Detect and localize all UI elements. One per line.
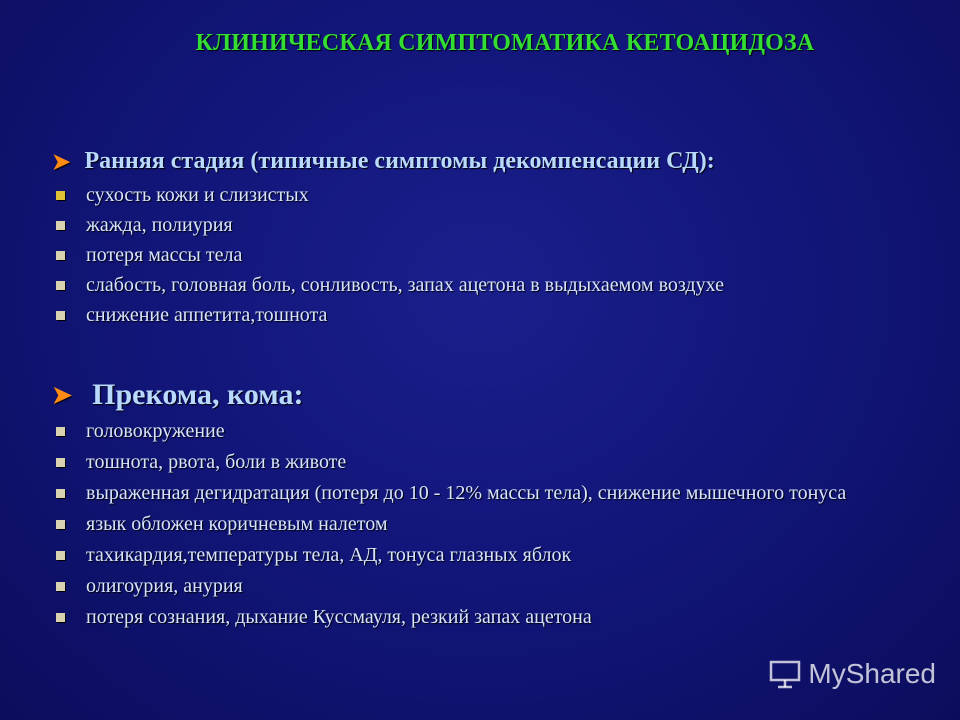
arrow-right-icon: ➤ bbox=[52, 382, 73, 409]
list-item-text: сухость кожи и слизистых bbox=[86, 184, 309, 206]
square-bullet-icon bbox=[56, 582, 65, 591]
list-item bbox=[52, 304, 932, 326]
square-bullet-icon bbox=[56, 489, 65, 498]
square-bullet-icon bbox=[56, 281, 65, 290]
list-item bbox=[52, 244, 932, 266]
list-item bbox=[52, 544, 932, 566]
square-bullet-icon bbox=[56, 191, 65, 200]
slide-title: КЛИНИЧЕСКАЯ СИМПТОМАТИКА КЕТОАЦИДОЗА bbox=[195, 30, 815, 56]
square-bullet-icon bbox=[56, 520, 65, 529]
square-bullet-icon bbox=[56, 613, 65, 622]
list-item-text: выраженная дегидратация (потеря до 10 - 12% массы тела), снижение мышечного тонуса bbox=[86, 482, 847, 504]
list-item bbox=[52, 575, 932, 597]
list-item bbox=[52, 184, 932, 206]
list-item-text: снижение аппетита,тошнота bbox=[86, 304, 328, 326]
list-item bbox=[52, 451, 932, 473]
list-item-text: язык обложен коричневым налетом bbox=[86, 513, 388, 535]
section-heading-early-stage bbox=[52, 148, 715, 175]
list-item-text: олигоурия, анурия bbox=[86, 575, 243, 597]
square-bullet-icon bbox=[56, 311, 65, 320]
early-stage-symptom-list bbox=[52, 184, 932, 334]
list-item-text: тошнота, рвота, боли в животе bbox=[86, 451, 347, 473]
square-bullet-icon bbox=[56, 221, 65, 230]
list-item bbox=[52, 606, 932, 628]
arrow-right-icon: ➤ bbox=[52, 148, 71, 174]
list-item-text: потеря массы тела bbox=[86, 244, 243, 266]
list-item bbox=[52, 274, 932, 296]
list-item-text: головокружение bbox=[86, 420, 225, 442]
watermark-text: MyShared bbox=[808, 658, 936, 689]
square-bullet-icon bbox=[56, 251, 65, 260]
precoma-symptom-list bbox=[52, 420, 932, 637]
square-bullet-icon bbox=[56, 551, 65, 560]
list-item bbox=[52, 420, 932, 442]
list-item bbox=[52, 513, 932, 535]
list-item bbox=[52, 214, 932, 236]
list-item-text: слабость, головная боль, сонливость, запах ацетона в выдыхаемом воздухе bbox=[86, 274, 724, 296]
section-heading-precoma bbox=[52, 378, 304, 412]
watermark bbox=[768, 658, 936, 690]
section-heading-text: Прекома, кома: bbox=[92, 378, 304, 411]
list-item bbox=[52, 482, 932, 504]
section-heading-text: Ранняя стадия (типичные симптомы декомпенсации СД): bbox=[84, 148, 715, 174]
square-bullet-icon bbox=[56, 458, 65, 467]
presentation-board-icon bbox=[768, 659, 802, 689]
list-item-text: потеря сознания, дыхание Куссмауля, резкий запах ацетона bbox=[86, 606, 592, 628]
list-item-text: тахикардия,температуры тела, АД, тонуса глазных яблок bbox=[86, 544, 572, 566]
list-item-text: жажда, полиурия bbox=[86, 214, 233, 236]
square-bullet-icon bbox=[56, 427, 65, 436]
